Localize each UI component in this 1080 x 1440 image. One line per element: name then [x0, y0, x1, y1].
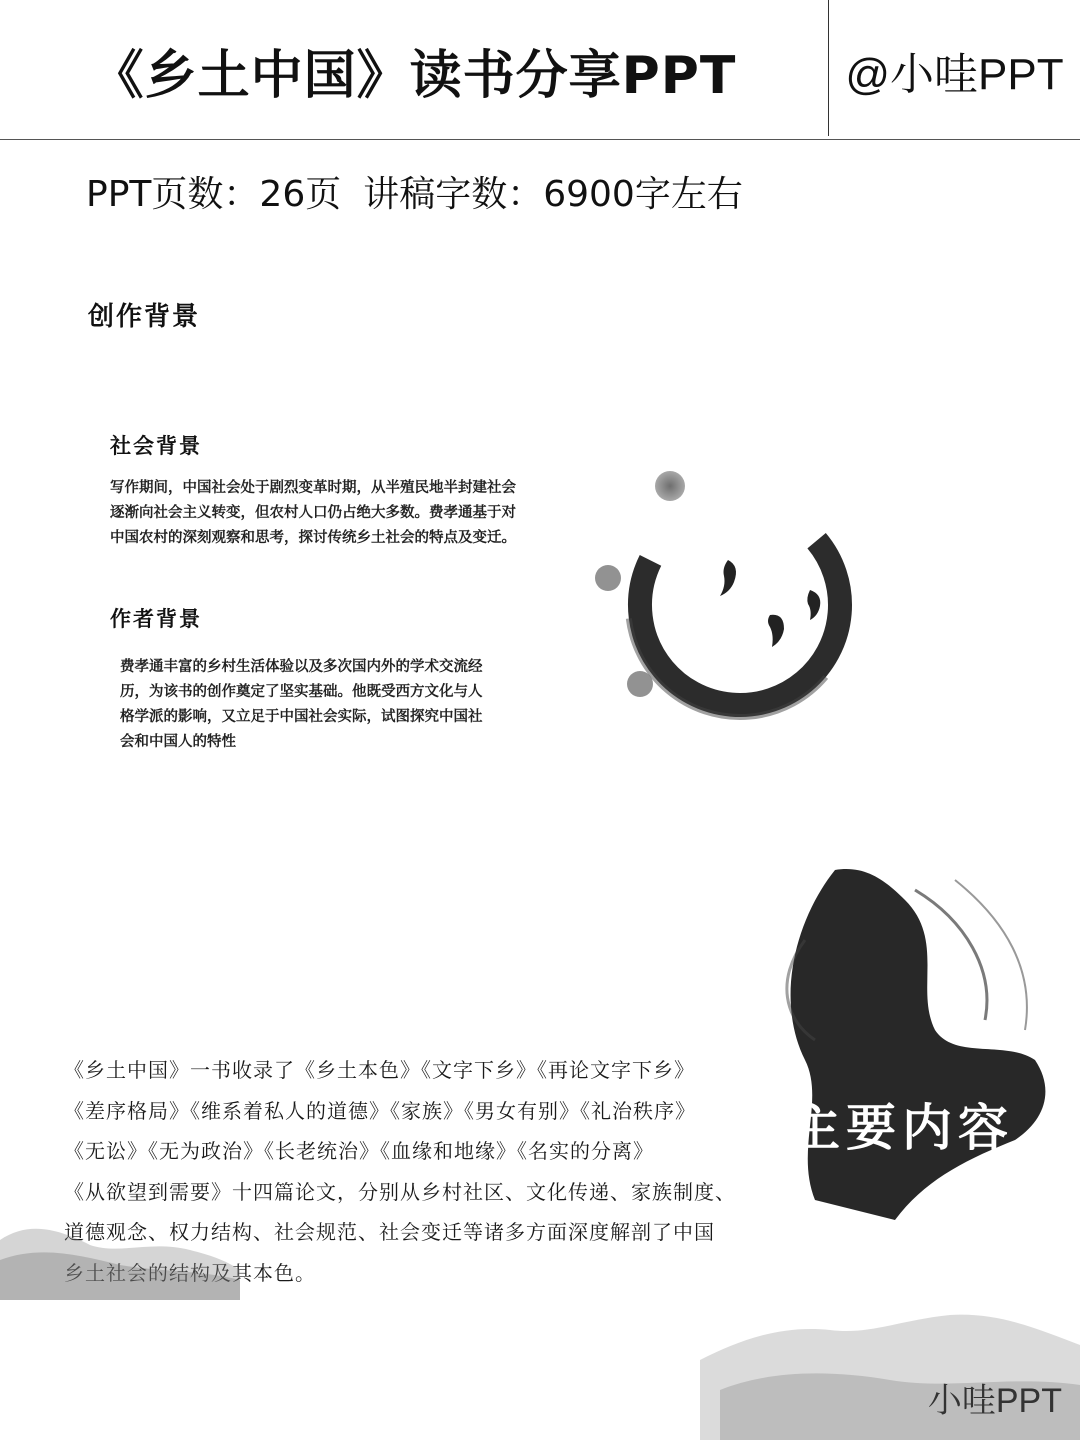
ink-smoke-icon	[775, 860, 1065, 1230]
text-line: 《无讼》《无为政治》《长老统治》《血缘和地缘》《名实的分离》	[64, 1139, 654, 1163]
social-background-heading: 社会背景	[110, 433, 202, 458]
slide1-title: 创作背景	[88, 302, 201, 332]
text-line: 道德观念、权力结构、社会规范、社会变迁等诸多方面深度解剖了中国	[64, 1220, 715, 1244]
author-handle: @小哇PPT	[845, 50, 1064, 99]
text-line: 格学派的影响，又立足于中国社会实际，试图探究中国社	[120, 708, 483, 725]
text-line: 中国农村的深刻观察和思考，探讨传统乡土社会的特点及变迁。	[110, 529, 516, 546]
page-title: 《乡土中国》读书分享PPT	[91, 45, 737, 106]
ink-dot-icon	[590, 562, 626, 594]
meta-line	[86, 166, 765, 217]
text-line: 历，为该书的创作奠定了坚实基础。他既受西方文化与人	[120, 683, 483, 700]
text-line: 逐渐向社会主义转变，但农村人口仍占绝大多数。费孝通基于对	[110, 504, 516, 521]
text-line: 《从欲望到需要》十四篇论文，分别从乡村社区、文化传递、家族制度、	[64, 1179, 736, 1204]
ink-mountain-icon	[0, 1200, 240, 1300]
ink-dot-icon	[622, 668, 658, 700]
text-line: 会和中国人的特性	[120, 733, 236, 750]
author-background-heading: 作者背景	[110, 606, 202, 631]
text-line: 费孝通丰富的乡村生活体验以及多次国内外的学术交流经	[120, 658, 483, 675]
page-count: PPT页数：26页	[86, 174, 342, 215]
social-background-text	[110, 475, 650, 550]
slide-main-content	[0, 860, 1080, 1440]
author-background-text	[120, 654, 620, 754]
koi-fish-icon	[720, 560, 820, 647]
watermark: 小哇PPT	[927, 1382, 1062, 1420]
text-line: 《乡土中国》一书收录了《乡土本色》《文字下乡》《再论文字下乡》	[64, 1058, 695, 1082]
main-content-title: 主要内容	[790, 1098, 1014, 1157]
slide-creation-background	[60, 270, 1020, 780]
header	[0, 0, 1080, 140]
text-line: 《差序格局》《维系着私人的道德》《家族》《男女有别》《礼治秩序》	[64, 1098, 696, 1123]
ink-dot-icon	[650, 468, 690, 504]
text-line: 写作期间，中国社会处于剧烈变革时期，从半殖民地半封建社会	[110, 479, 516, 496]
text-line: 乡土社会的结构及其本色。	[64, 1260, 316, 1285]
word-count: 讲稿字数：6900字左右	[363, 174, 743, 215]
